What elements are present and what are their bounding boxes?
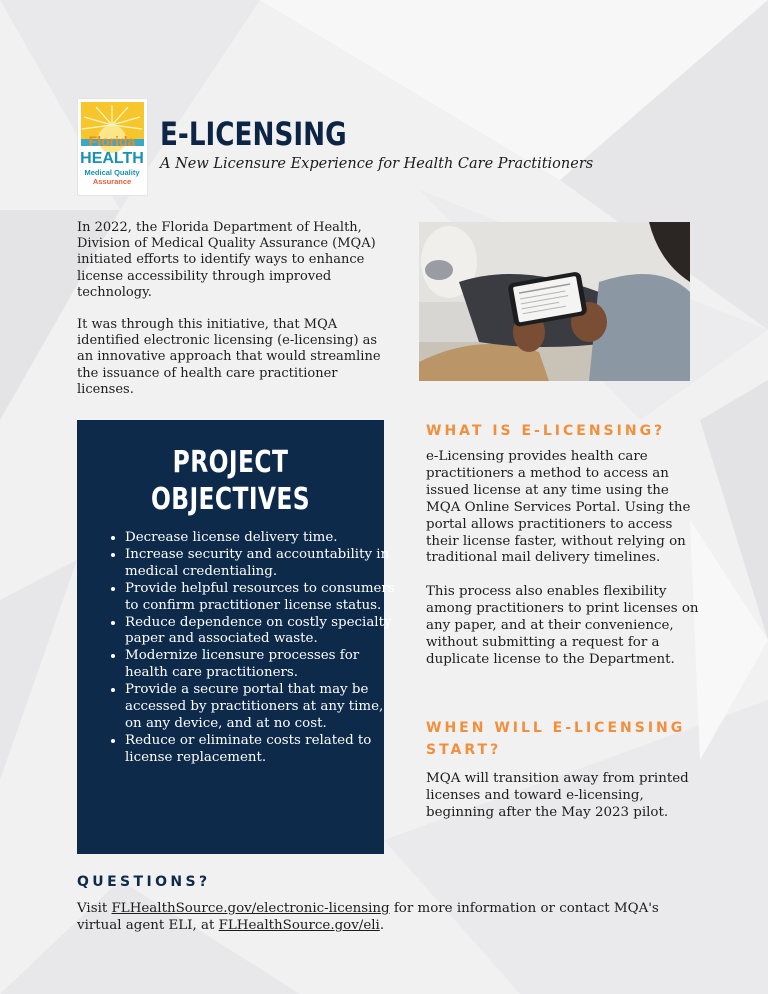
list-item: • Reduce or eliminate costs related to license replacement. <box>125 733 395 767</box>
list-item: • Decrease license delivery time. <box>125 530 395 547</box>
page-title: E-LICENSING <box>160 115 347 153</box>
project-objectives-panel <box>77 420 395 854</box>
intro-text <box>77 220 397 414</box>
electronic-licensing-link[interactable]: FLHealthSource.gov/electronic-licensing <box>111 901 390 916</box>
objectives-title <box>111 444 350 518</box>
svg-text:Assurance: Assurance <box>92 177 132 186</box>
questions-text-3: . <box>379 918 385 933</box>
questions-heading: QUESTIONS? <box>77 874 211 890</box>
intro-paragraph-1: In 2022, the Florida Department of Health, Division of Medical Quality Assurance (MQA) initiated efforts to identify ways to enhance license accessibility through improved technology. <box>77 220 376 300</box>
list-item: • Provide helpful resources to consumers to confirm practitioner license status. <box>125 581 395 615</box>
eli-link[interactable]: FLHealthSource.gov/eli <box>218 918 380 933</box>
questions-text-1: Visit <box>77 901 112 916</box>
when-heading: WHEN WILL E-LICENSING START? <box>426 720 686 758</box>
objectives-title-line-2: OBJECTIVES <box>150 482 311 517</box>
svg-text:Medical Quality: Medical Quality <box>84 168 140 177</box>
questions-body <box>77 900 697 934</box>
svg-text:HEALTH: HEALTH <box>80 150 144 167</box>
when-body <box>426 771 704 822</box>
questions-text-2: for more information or contact MQA's virtual agent ELI, at <box>77 901 659 933</box>
when-paragraph: MQA will transition away from printed licenses and toward e-licensing, beginning after the May 2023 pilot. <box>426 771 689 820</box>
list-item: • Reduce dependence on costly specialty paper and associated waste. <box>125 615 395 649</box>
list-item: • Modernize licensure processes for health care practitioners. <box>125 648 395 682</box>
page-subtitle: A New Licensure Experience for Health Care Practitioners <box>160 156 594 172</box>
svg-text:Florida: Florida <box>88 133 136 149</box>
florida-health-logo <box>77 98 148 196</box>
what-body <box>426 449 704 686</box>
objectives-list <box>107 530 395 767</box>
phone-photo <box>419 222 690 381</box>
objectives-title-line-1: PROJECT <box>172 445 289 480</box>
intro-paragraph-2: It was through this initiative, that MQA identified electronic licensing (e-licensing) as an innovative approach that would streamline the issuance of health care practitioner licenses. <box>77 317 381 397</box>
list-item: • Increase security and accountability in medical credentialing. <box>125 547 395 581</box>
what-paragraph-1: e-Licensing provides health care practitioners a method to access an issued license at any time using the MQA Online Services Portal. Using the portal allows practitioners to access their license faster, without relying on traditional mail delivery timelines. <box>426 449 691 566</box>
what-heading: WHAT IS E-LICENSING? <box>426 423 666 439</box>
what-paragraph-2: This process also enables flexibility among practitioners to print licenses on any paper, and at their convenience, without submitting a request for a duplicate license to the Department. <box>426 584 699 667</box>
list-item: • Provide a secure portal that may be accessed by practitioners at any time, on any device, and at no cost. <box>125 682 395 733</box>
